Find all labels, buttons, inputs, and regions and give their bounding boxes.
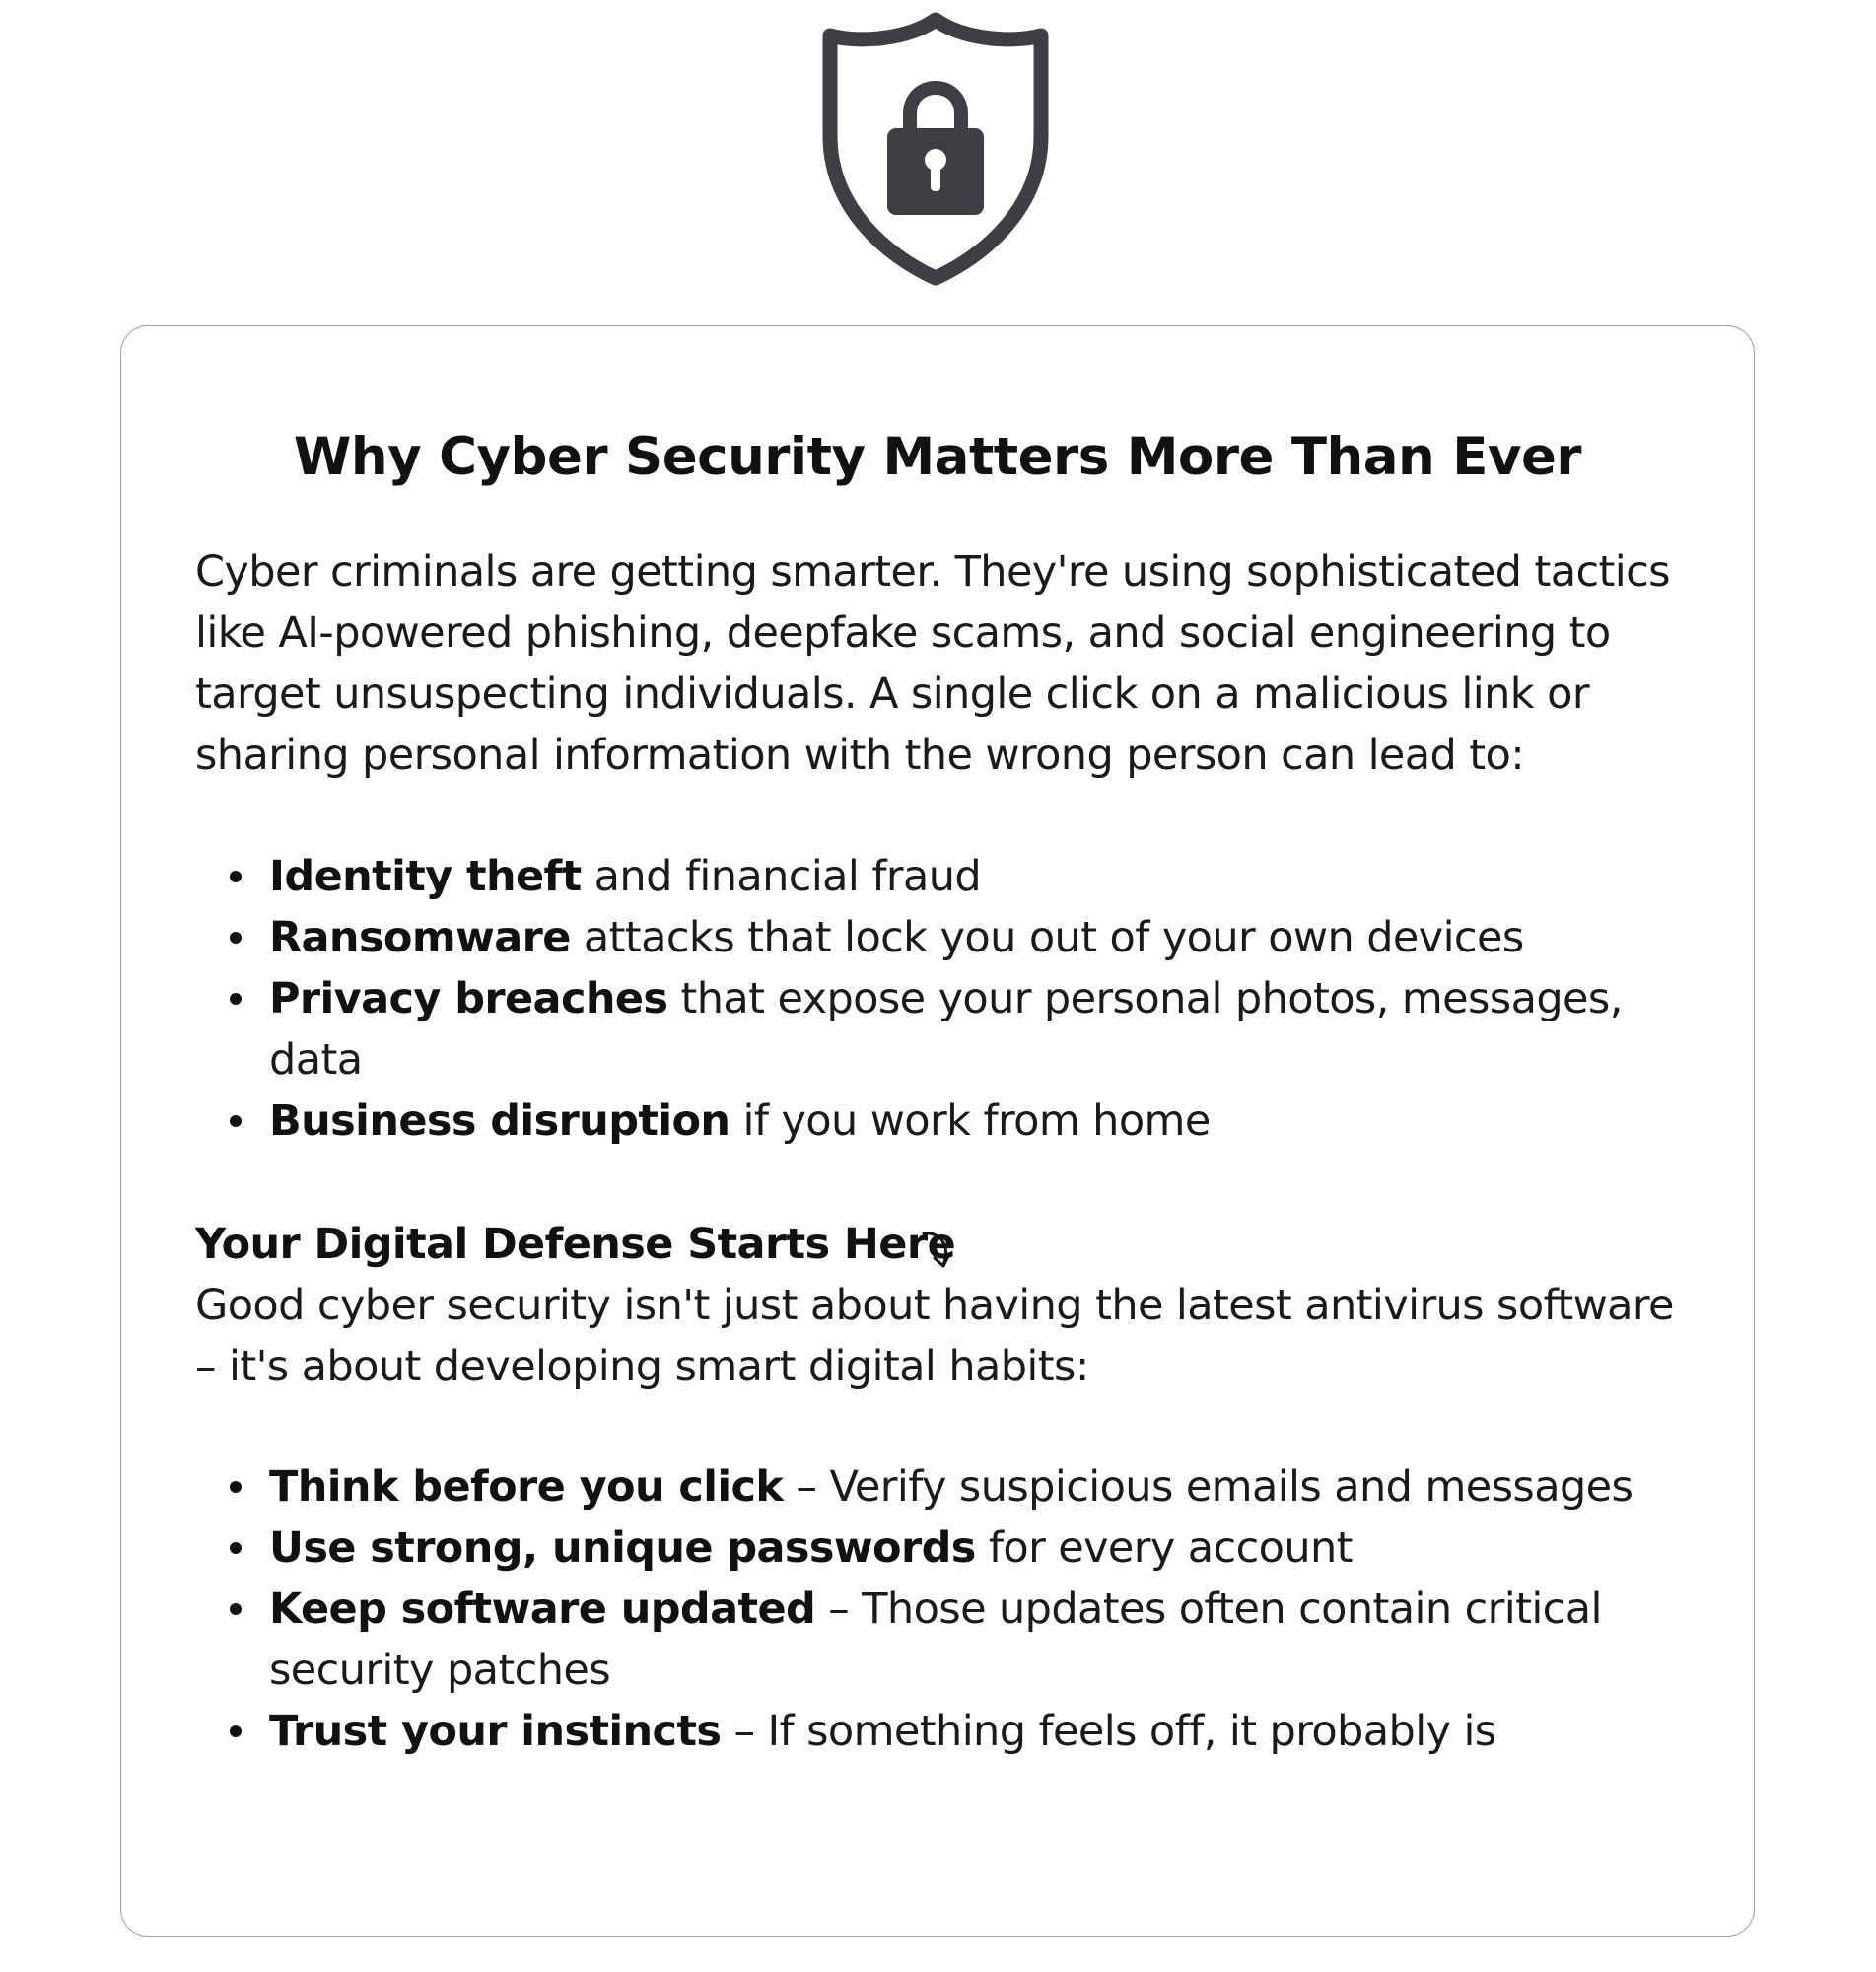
risk-list — [269, 846, 1728, 1152]
defense-heading: Your Digital Defense Starts Here — [195, 1220, 956, 1269]
habit-text: – Verify suspicious emails and messages — [783, 1462, 1633, 1512]
bullet-icon — [230, 1542, 242, 1554]
list-item — [269, 1456, 1728, 1517]
list-item — [269, 968, 1728, 1091]
bullet-icon — [230, 1603, 242, 1615]
card-title: Why Cyber Security Matters More Than Ever — [293, 427, 1582, 487]
content-card — [120, 325, 1755, 1937]
risk-term: Privacy breaches — [269, 974, 668, 1023]
habit-text: for every account — [975, 1523, 1353, 1573]
bullet-icon — [230, 871, 242, 882]
habit-term: Trust your instincts — [269, 1707, 722, 1756]
defense-paragraph: Good cyber security isn't just about having the latest antivirus software – it's about developing smart digital habits: — [195, 1281, 1674, 1391]
risk-text: if you work from home — [730, 1096, 1211, 1146]
risk-text: and financial fraud — [581, 852, 982, 901]
bullet-icon — [230, 1115, 242, 1127]
risk-text: that expose your personal photos, messages, data — [269, 974, 1623, 1085]
list-item — [269, 907, 1728, 968]
list-item — [269, 846, 1728, 907]
list-item — [269, 1091, 1728, 1152]
list-item — [269, 1701, 1728, 1762]
bullet-icon — [230, 1481, 242, 1493]
bullet-icon — [230, 993, 242, 1005]
risk-term: Ransomware — [269, 913, 571, 962]
bullet-icon — [230, 1726, 242, 1737]
risk-text: attacks that lock you out of your own devices — [570, 913, 1524, 962]
intro-paragraph: Cyber criminals are getting smarter. They're using sophisticated tactics like AI-powered phishing, deepfake scams, and social engineering to target unsuspecting individuals. A single click on a malicious link or sharing personal information with the wrong person can lead to: — [195, 547, 1670, 780]
habit-term: Keep software updated — [269, 1585, 816, 1634]
shield-lock-icon — [814, 8, 1057, 290]
habit-list — [269, 1456, 1728, 1762]
risk-term: Identity theft — [269, 852, 582, 901]
habit-term: Think before you click — [269, 1462, 784, 1512]
list-item — [269, 1517, 1728, 1579]
habit-term: Use strong, unique passwords — [269, 1523, 976, 1573]
habit-text: – Those updates often contain critical security patches — [269, 1585, 1602, 1695]
habit-text: – If something feels off, it probably is — [721, 1707, 1496, 1756]
risk-term: Business disruption — [269, 1096, 730, 1146]
curved-arrow-down-icon — [918, 1226, 957, 1275]
bullet-icon — [230, 932, 242, 944]
list-item — [269, 1579, 1728, 1701]
